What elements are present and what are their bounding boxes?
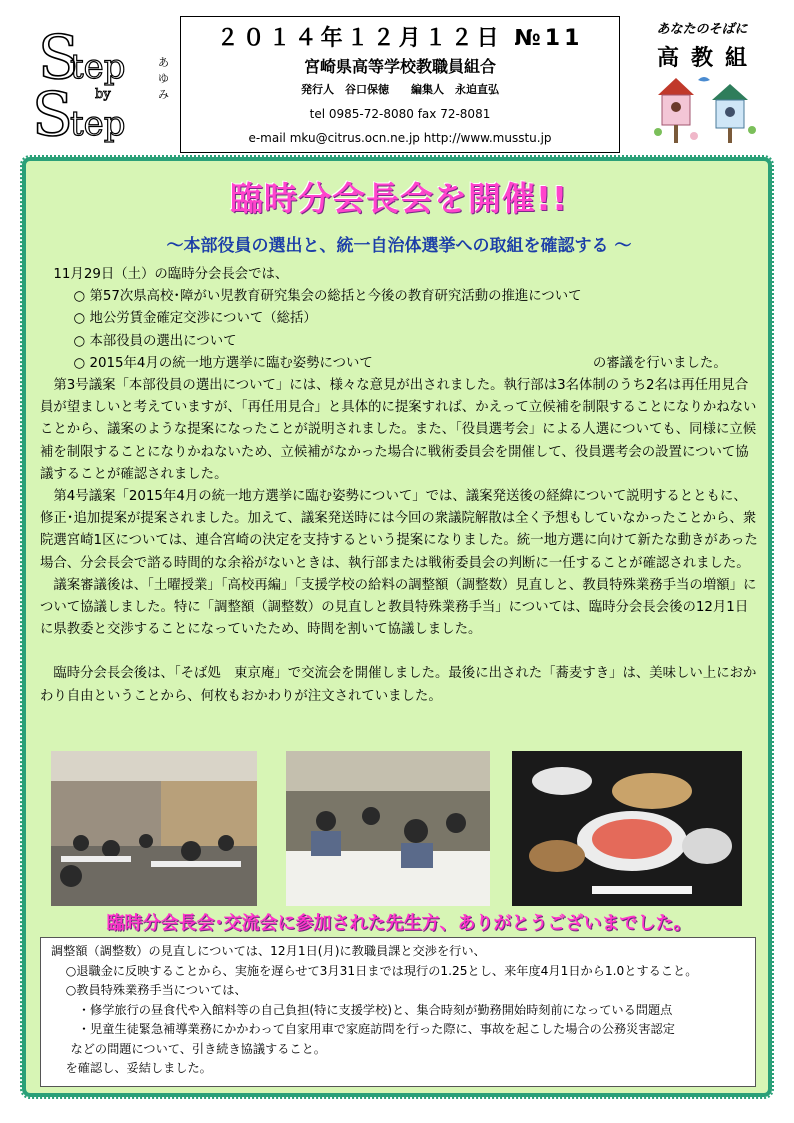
note-line: 調整額（調整数）の見直しについては、12月1日(月)に教職員課と交渉を行い、 (51, 944, 486, 958)
meeting-photo-2 (286, 751, 490, 906)
issue-date: ２０１４年１２月１２日 (216, 26, 503, 51)
masthead (180, 16, 620, 153)
spacer (40, 641, 758, 663)
issue-date-line (181, 21, 619, 52)
meeting-photo-1 (51, 751, 257, 906)
agenda-item: ○ 本部役員の選出について (73, 333, 237, 349)
union-name: 高教組 (656, 46, 759, 71)
article-headline: 臨時分会長会を開催!! (229, 179, 569, 218)
note-line: ・児童生徒緊急補導業務にかかわって自家用車で家庭訪問を行った際に、事故を起こした場合の公務災害認定 (77, 1022, 675, 1036)
organization-name: 宮崎県高等学校教職員組合 (303, 57, 496, 76)
paragraph-proposal-3: 第3号議案「本部役員の選出について」には、様々な意見が出されました。執行部は3名体制のうち2名は再任用見合員が望ましいと考えていますが、「再任用見合」と具体的に提案すれば、かえって立候補を制限することになりかねないことから、議案のような提案になったことが説明されました。また、「役員選考会」による人選についても、同様に立候補を制限することになりかねないため、立候補がなかった場合に戦術委員会を開催して、役員選考会の設置について協議することが確認されました。 (40, 378, 757, 482)
contact-email-url: e-mail mku@citrus.ocn.ne.jp http://www.musstu.jp (248, 131, 552, 145)
svg-text:by: by (95, 87, 111, 102)
note-line: ・修学旅行の昼食代や入館料等の自己負担(特に支援学校)と、集合時刻が勤務開始時刻前になっている問題点 (77, 1002, 673, 1017)
birdhouse-illustration (650, 70, 760, 145)
agenda-item: ○ 2015年4月の統一地方選挙に臨む姿勢について (73, 355, 373, 371)
tagline: あなたのそばに (656, 22, 748, 37)
contact-phone: tel 0985-72-8080 fax 72-8081 (309, 107, 491, 121)
note-line: を確認し、妥結しました。 (65, 1061, 212, 1075)
logo-graphic (30, 20, 175, 145)
article-subheadline: ～本部役員の選出と、統一自治体選挙への取組を確認する ～ (166, 236, 632, 256)
paragraph-discussion: 議案審議後は、「土曜授業」「高校再編」「支援学校の給料の調整額（調整数）見直しと、教員特殊業務手当の増額」について協議しました。特に「調整額（調整数）の見直しと教員特殊業務手当」については、臨時分会長会後の12月1日に県教委と交渉することになっていたため、時間を割いて協議しました。 (40, 577, 757, 638)
thanks-banner: 臨時分会長会･交流会に参加された先生方、ありがとうございまでした。 (106, 913, 692, 934)
paragraph-social: 臨時分会長会後は、「そば処 東京庵」で交流会を開催しました。最後に出された「蕎麦すき」は、美味しい上におかわり自由ということから、何枚もおかわりが注文されていました。 (40, 666, 757, 704)
svg-text:tep: tep (70, 47, 126, 87)
logo-ruby: あゆみ (158, 56, 169, 101)
note-line: ○教員特殊業務手当については、 (65, 983, 247, 997)
issue-number: №11 (514, 26, 584, 51)
agenda-item: ○ 地公労賃金確定交渉について（総括） (73, 311, 317, 327)
step-by-step-logo (30, 20, 175, 145)
main-article-panel (22, 157, 772, 1097)
note-line: などの問題について、引き続き協議すること。 (70, 1041, 326, 1056)
agenda-tail: の審議を行いました。 (592, 355, 727, 371)
article-body (40, 264, 758, 708)
intro-line: 11月29日（土）の臨時分会長会では、 (53, 267, 289, 282)
svg-text:S: S (38, 23, 80, 93)
svg-text:S: S (32, 80, 74, 145)
paragraph-proposal-4: 第4号議案「2015年4月の統一地方選挙に臨む姿勢について」では、議案発送後の経緯について説明するとともに、修正･追加提案が提案されました。加えて、議案発送時には今回の衆議院解散は全く予想もしていなかったことから、衆院選宮崎1区については、連合宮崎の決定を支持するという提案になりました。統一地方選に向けて新たな動きがあった場合、分会長会で諮る時間的な余裕がないときは、執行部または戦術委員会の判断に一任することが確認されました。 (40, 489, 758, 571)
agenda-item-last (40, 353, 758, 375)
agenda-item: ○ 第57次県高校･障がい児教育研究集会の総括と今後の教育研究活動の推進について (73, 289, 582, 305)
note-line: ○退職金に反映することから、実施を遅らせて3月31日までは現行の1.25とし、来年度4月1日から1.0とすること。 (65, 963, 698, 978)
negotiation-note-box (40, 937, 756, 1087)
banquet-photo (512, 751, 742, 906)
publisher-editor: 発行人 谷口保徳 編集人 永迫直弘 (301, 83, 499, 96)
union-tag (632, 18, 772, 72)
svg-text:tep: tep (70, 104, 126, 144)
